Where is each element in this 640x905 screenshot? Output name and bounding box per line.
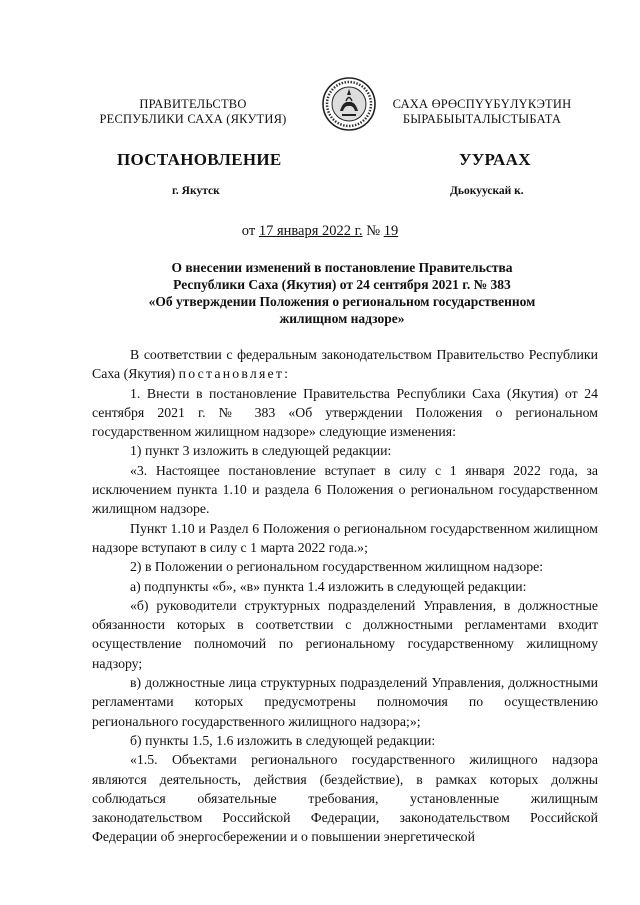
sakha-republic-emblem-icon bbox=[322, 77, 376, 131]
paragraph: 1) пункт 3 изложить в следующей редакции: bbox=[130, 443, 392, 459]
paragraph: б) пункты 1.5, 1.6 изложить в следующей редакции: bbox=[130, 732, 436, 748]
issuer-name-russian bbox=[93, 97, 293, 127]
document-title bbox=[108, 259, 576, 327]
paragraph-preamble bbox=[92, 345, 598, 384]
issuer-name-sakha bbox=[382, 97, 582, 127]
title-line: Республики Саха (Якутия) от 24 сентября 2021 г. № 383 bbox=[173, 277, 511, 292]
issuer-line-2: БЫРАБЫЫТАЛЫСТЫБАТА bbox=[402, 112, 562, 126]
paragraph: «3. Настоящее постановление вступает в силу с 1 января 2022 года, за исключением пункта 1.10 и раздела 6 Положения о региональном государственном жилищном надзоре. bbox=[92, 462, 598, 517]
number-prefix: № bbox=[366, 223, 381, 239]
paragraph: Пункт 1.10 и Раздел 6 Положения о региональном государственном жилищном надзоре вступают в силу с 1 марта 2022 года.»; bbox=[92, 520, 598, 555]
paragraph: 2) в Положении о региональном государственном жилищном надзоре: bbox=[130, 559, 544, 575]
document-type-russian: ПОСТАНОВЛЕНИЕ bbox=[117, 150, 282, 169]
place-russian: г. Якутск bbox=[172, 185, 220, 197]
document-number: 19 bbox=[383, 223, 399, 239]
title-line: «Об утверждении Положения о региональном государственном bbox=[148, 294, 536, 309]
document-body bbox=[92, 345, 598, 847]
document-date: 17 января 2022 г. bbox=[258, 223, 363, 239]
resolves-word: постановляет: bbox=[178, 366, 291, 382]
preamble-text: В соответствии с федеральным законодательством Правительство Республики Саха (Якутия) bbox=[92, 347, 598, 382]
title-line: жилищном надзоре» bbox=[279, 311, 405, 326]
paragraph: в) должностные лица структурных подразделений Управления, должностными регламентами которых предусмотрены полномочия по осуществлению регионального государственного жилищного надзора;»; bbox=[92, 675, 598, 729]
paragraph: а) подпункты «б», «в» пункта 1.4 изложить в следующей редакции: bbox=[130, 578, 527, 594]
issuer-line-1: САХА ӨРӨСПҮҮБҮЛҮКЭТИН bbox=[392, 97, 572, 111]
document-type-sakha: УУРААХ bbox=[459, 150, 531, 169]
issuer-line-1: ПРАВИТЕЛЬСТВО bbox=[139, 97, 247, 111]
date-prefix: от bbox=[241, 223, 256, 239]
paragraph: «1.5. Объектами регионального государственного жилищного надзора являются деятельность, действия (бездействие), в рамках которых должны соблюдаться обязательные требования, установленные жилищным законодательством Российской Федерации, законодательством Российской Федерации об энергосбережении и о повышении энергетической bbox=[92, 752, 598, 845]
date-number-line bbox=[0, 223, 640, 240]
issuer-line-2: РЕСПУБЛИКИ САХА (ЯКУТИЯ) bbox=[99, 112, 287, 126]
paragraph: 1. Внести в постановление Правительства Республики Саха (Якутия) от 24 сентября 2021 г. № 383 «Об утверждении Положения о региональном государственном жилищном надзоре» следующие изменения: bbox=[92, 385, 598, 440]
place-sakha: Дьокуускай к. bbox=[450, 185, 524, 197]
paragraph: «б) руководители структурных подразделений Управления, в должностные обязанности которых в соответствии с должностными регламентами входит осуществление полномочий по региональному государственному жилищному надзору; bbox=[92, 597, 598, 671]
title-line: О внесении изменений в постановление Правительства bbox=[171, 260, 513, 275]
